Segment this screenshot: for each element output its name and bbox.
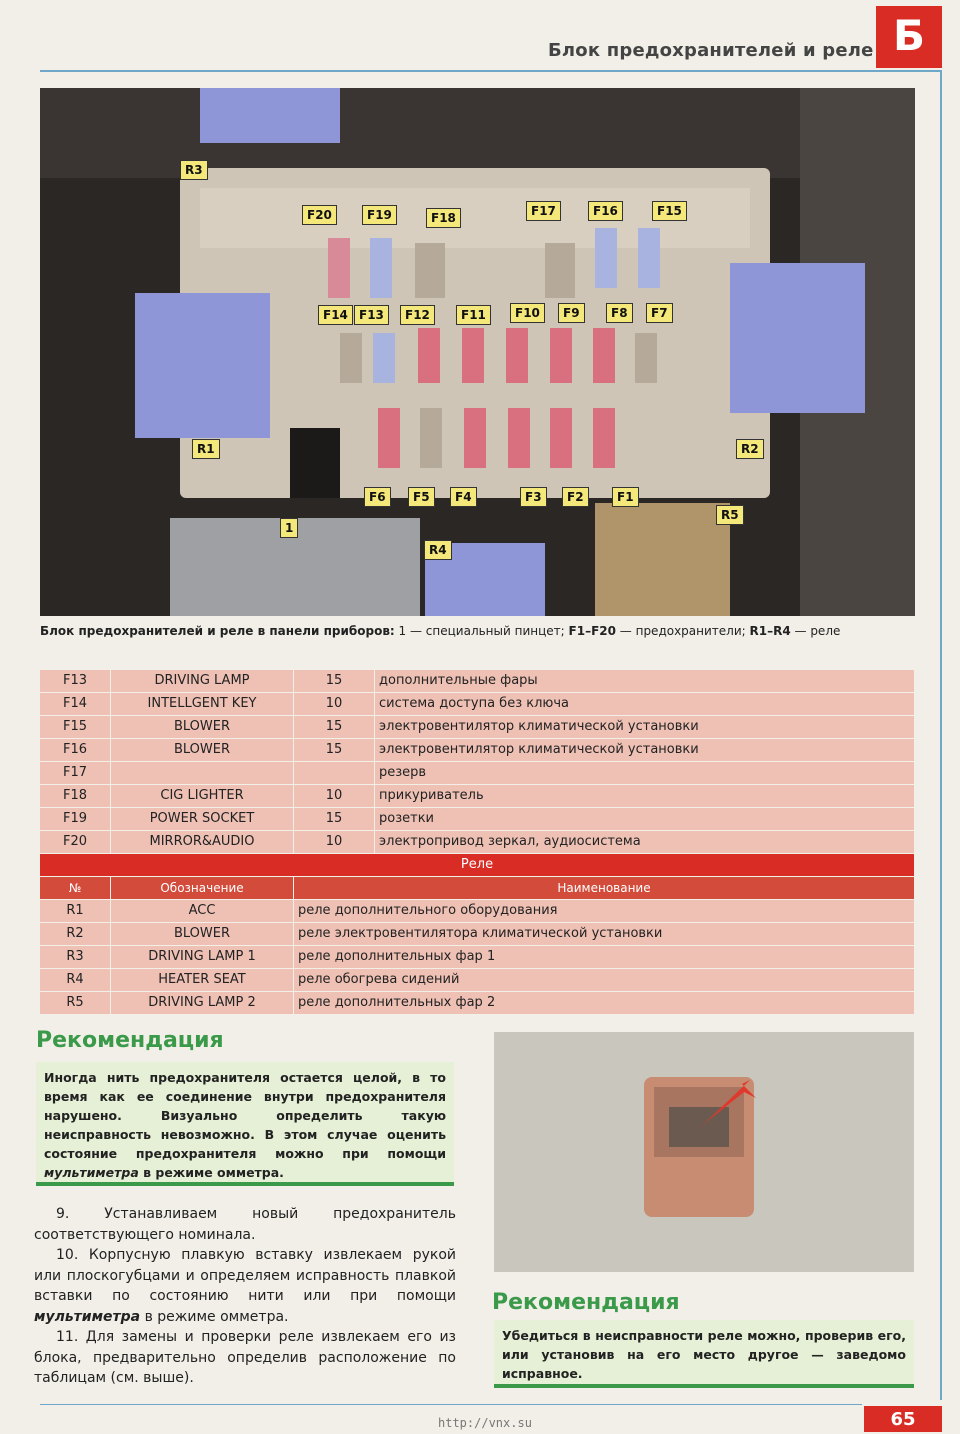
callout-f14: F14 — [318, 305, 353, 325]
relay-name: реле дополнительного оборудования — [294, 900, 914, 922]
table-row — [40, 693, 914, 715]
table-row — [40, 969, 914, 991]
recommendation-2-box — [494, 1320, 914, 1388]
relay-name: реле электровентилятора климатической установки — [294, 923, 914, 945]
fuse-amperage: 15 — [294, 739, 374, 761]
relay-number: R1 — [40, 900, 110, 922]
table-row — [40, 670, 914, 692]
callout-tweezer: 1 — [280, 518, 298, 538]
callout-f10: F10 — [510, 303, 545, 323]
fuse-description: электропривод зеркал, аудиосистема — [375, 831, 914, 853]
caption-fuses: F1–F20 — [568, 624, 616, 638]
fuse-amperage: 15 — [294, 808, 374, 830]
table-row — [40, 992, 914, 1014]
relay-header-num: № — [40, 877, 110, 899]
recommendation-1-box — [36, 1062, 454, 1186]
recommendation-1-term: мультиметра — [44, 1165, 139, 1180]
paragraph-10 — [34, 1245, 456, 1327]
relay-label: BLOWER — [111, 923, 293, 945]
fuse-amperage — [294, 762, 374, 784]
fuse-number: F13 — [40, 670, 110, 692]
caption-relays: R1–R4 — [749, 624, 791, 638]
recommendation-1-text: Иногда нить предохранителя остается целой, в то время как ее соединение внутри предохранителя нарушено. Визуально определить такую неисправность невозможно. В этом случае оценить состояние предохранителя можно при помощи — [44, 1070, 446, 1161]
table-row — [40, 831, 914, 853]
table-row — [40, 808, 914, 830]
callout-f1: F1 — [612, 487, 639, 507]
callout-f2: F2 — [562, 487, 589, 507]
fuse-description: дополнительные фары — [375, 670, 914, 692]
relay-label: ACC — [111, 900, 293, 922]
callout-f9: F9 — [558, 303, 585, 323]
page-header-title: Блок предохранителей и реле — [548, 40, 874, 61]
relay-label: DRIVING LAMP 2 — [111, 992, 293, 1014]
fuse-label: MIRROR&AUDIO — [111, 831, 293, 853]
callout-f11: F11 — [456, 305, 491, 325]
paragraph-10-text-end: в режиме омметра. — [140, 1308, 289, 1325]
section-badge: Б — [876, 6, 942, 68]
paragraph-10-text: 10. Корпусную плавкую вставку извлекаем рукой или плоскогубцами и определяем исправность плавкой вставки по состоянию нити или при помощи — [34, 1247, 456, 1304]
photo-caption — [40, 624, 920, 638]
fuse-label: CIG LIGHTER — [111, 785, 293, 807]
fuse-amperage: 15 — [294, 670, 374, 692]
relay-label: HEATER SEAT — [111, 969, 293, 991]
table-row — [40, 785, 914, 807]
recommendation-1-text-end: в режиме омметра. — [138, 1165, 284, 1180]
caption-title: Блок предохранителей и реле в панели приборов: — [40, 624, 395, 638]
table-row — [40, 762, 914, 784]
fuse-label: BLOWER — [111, 739, 293, 761]
table-row — [40, 900, 914, 922]
fuse-number: F17 — [40, 762, 110, 784]
relay-header-name: Наименование — [294, 877, 914, 899]
fuse-description: прикуриватель — [375, 785, 914, 807]
callout-f4: F4 — [450, 487, 477, 507]
fuse-box-illustration — [40, 88, 915, 616]
recommendation-2-title: Рекомендация — [492, 1290, 680, 1315]
fuse-number: F18 — [40, 785, 110, 807]
page-number: 65 — [864, 1406, 942, 1432]
caption-text-1: 1 — специальный пинцет; — [394, 624, 569, 638]
relay-number: R3 — [40, 946, 110, 968]
relay-name: реле обогрева сидений — [294, 969, 914, 991]
fuse-box-photo — [40, 88, 915, 616]
callout-r1: R1 — [192, 439, 220, 459]
fuse-description: розетки — [375, 808, 914, 830]
fuse-amperage: 10 — [294, 831, 374, 853]
fuse-description: электровентилятор климатической установки — [375, 716, 914, 738]
callout-f8: F8 — [606, 303, 633, 323]
callout-r5: R5 — [716, 505, 744, 525]
callout-r2: R2 — [736, 439, 764, 459]
fuse-label: POWER SOCKET — [111, 808, 293, 830]
recommendation-1-title: Рекомендация — [36, 1028, 224, 1053]
callout-f15: F15 — [652, 201, 687, 221]
table-row — [40, 739, 914, 761]
fuse-amperage: 10 — [294, 785, 374, 807]
callout-f6: F6 — [364, 487, 391, 507]
callout-f16: F16 — [588, 201, 623, 221]
fuse-label — [111, 762, 293, 784]
fuse-description: электровентилятор климатической установки — [375, 739, 914, 761]
paragraph-9: 9. Устанавливаем новый предохранитель соответствующего номинала. — [34, 1206, 456, 1243]
relay-table-header — [40, 877, 914, 899]
callout-f19: F19 — [362, 205, 397, 225]
fuse-number: F19 — [40, 808, 110, 830]
callout-f3: F3 — [520, 487, 547, 507]
fuse-label: INTELLGENT KEY — [111, 693, 293, 715]
fuse-relay-table — [40, 670, 914, 1015]
callout-f13: F13 — [354, 305, 389, 325]
relay-number: R4 — [40, 969, 110, 991]
relay-section-title: Реле — [40, 854, 914, 876]
relay-number: R2 — [40, 923, 110, 945]
relay-illustration — [494, 1032, 914, 1272]
callout-f18: F18 — [426, 208, 461, 228]
page-edge-stripe — [940, 70, 942, 1400]
fuse-number: F20 — [40, 831, 110, 853]
callout-r4: R4 — [424, 540, 452, 560]
fuse-label: BLOWER — [111, 716, 293, 738]
footer-url: http://vnx.su — [438, 1416, 532, 1430]
fuse-number: F14 — [40, 693, 110, 715]
body-text — [34, 1204, 456, 1389]
relay-label: DRIVING LAMP 1 — [111, 946, 293, 968]
caption-text-2: — предохранители; — [615, 624, 750, 638]
header-divider — [40, 70, 940, 72]
callout-r3: R3 — [180, 160, 208, 180]
callout-f12: F12 — [400, 305, 435, 325]
relay-name: реле дополнительных фар 2 — [294, 992, 914, 1014]
relay-number: R5 — [40, 992, 110, 1014]
recommendation-2-text: Убедиться в неисправности реле можно, проверив его, или установив на его место другое — заведомо исправное. — [502, 1328, 906, 1381]
fuse-number: F15 — [40, 716, 110, 738]
callout-f5: F5 — [408, 487, 435, 507]
callout-f20: F20 — [302, 205, 337, 225]
fuse-description: система доступа без ключа — [375, 693, 914, 715]
callout-f7: F7 — [646, 303, 673, 323]
relay-name: реле дополнительных фар 1 — [294, 946, 914, 968]
fuse-number: F16 — [40, 739, 110, 761]
paragraph-10-term: мультиметра — [34, 1308, 141, 1325]
fuse-label: DRIVING LAMP — [111, 670, 293, 692]
relay-header-label: Обозначение — [111, 877, 293, 899]
footer-divider — [40, 1404, 862, 1405]
relay-photo — [494, 1032, 914, 1272]
fuse-description: резерв — [375, 762, 914, 784]
table-row — [40, 923, 914, 945]
table-row — [40, 946, 914, 968]
fuse-amperage: 15 — [294, 716, 374, 738]
paragraph-11: 11. Для замены и проверки реле извлекаем его из блока, предварительно определив расположение по таблицам (см. выше). — [34, 1329, 456, 1386]
callout-f17: F17 — [526, 201, 561, 221]
fuse-amperage: 10 — [294, 693, 374, 715]
table-row — [40, 716, 914, 738]
caption-text-3: — реле — [790, 624, 841, 638]
